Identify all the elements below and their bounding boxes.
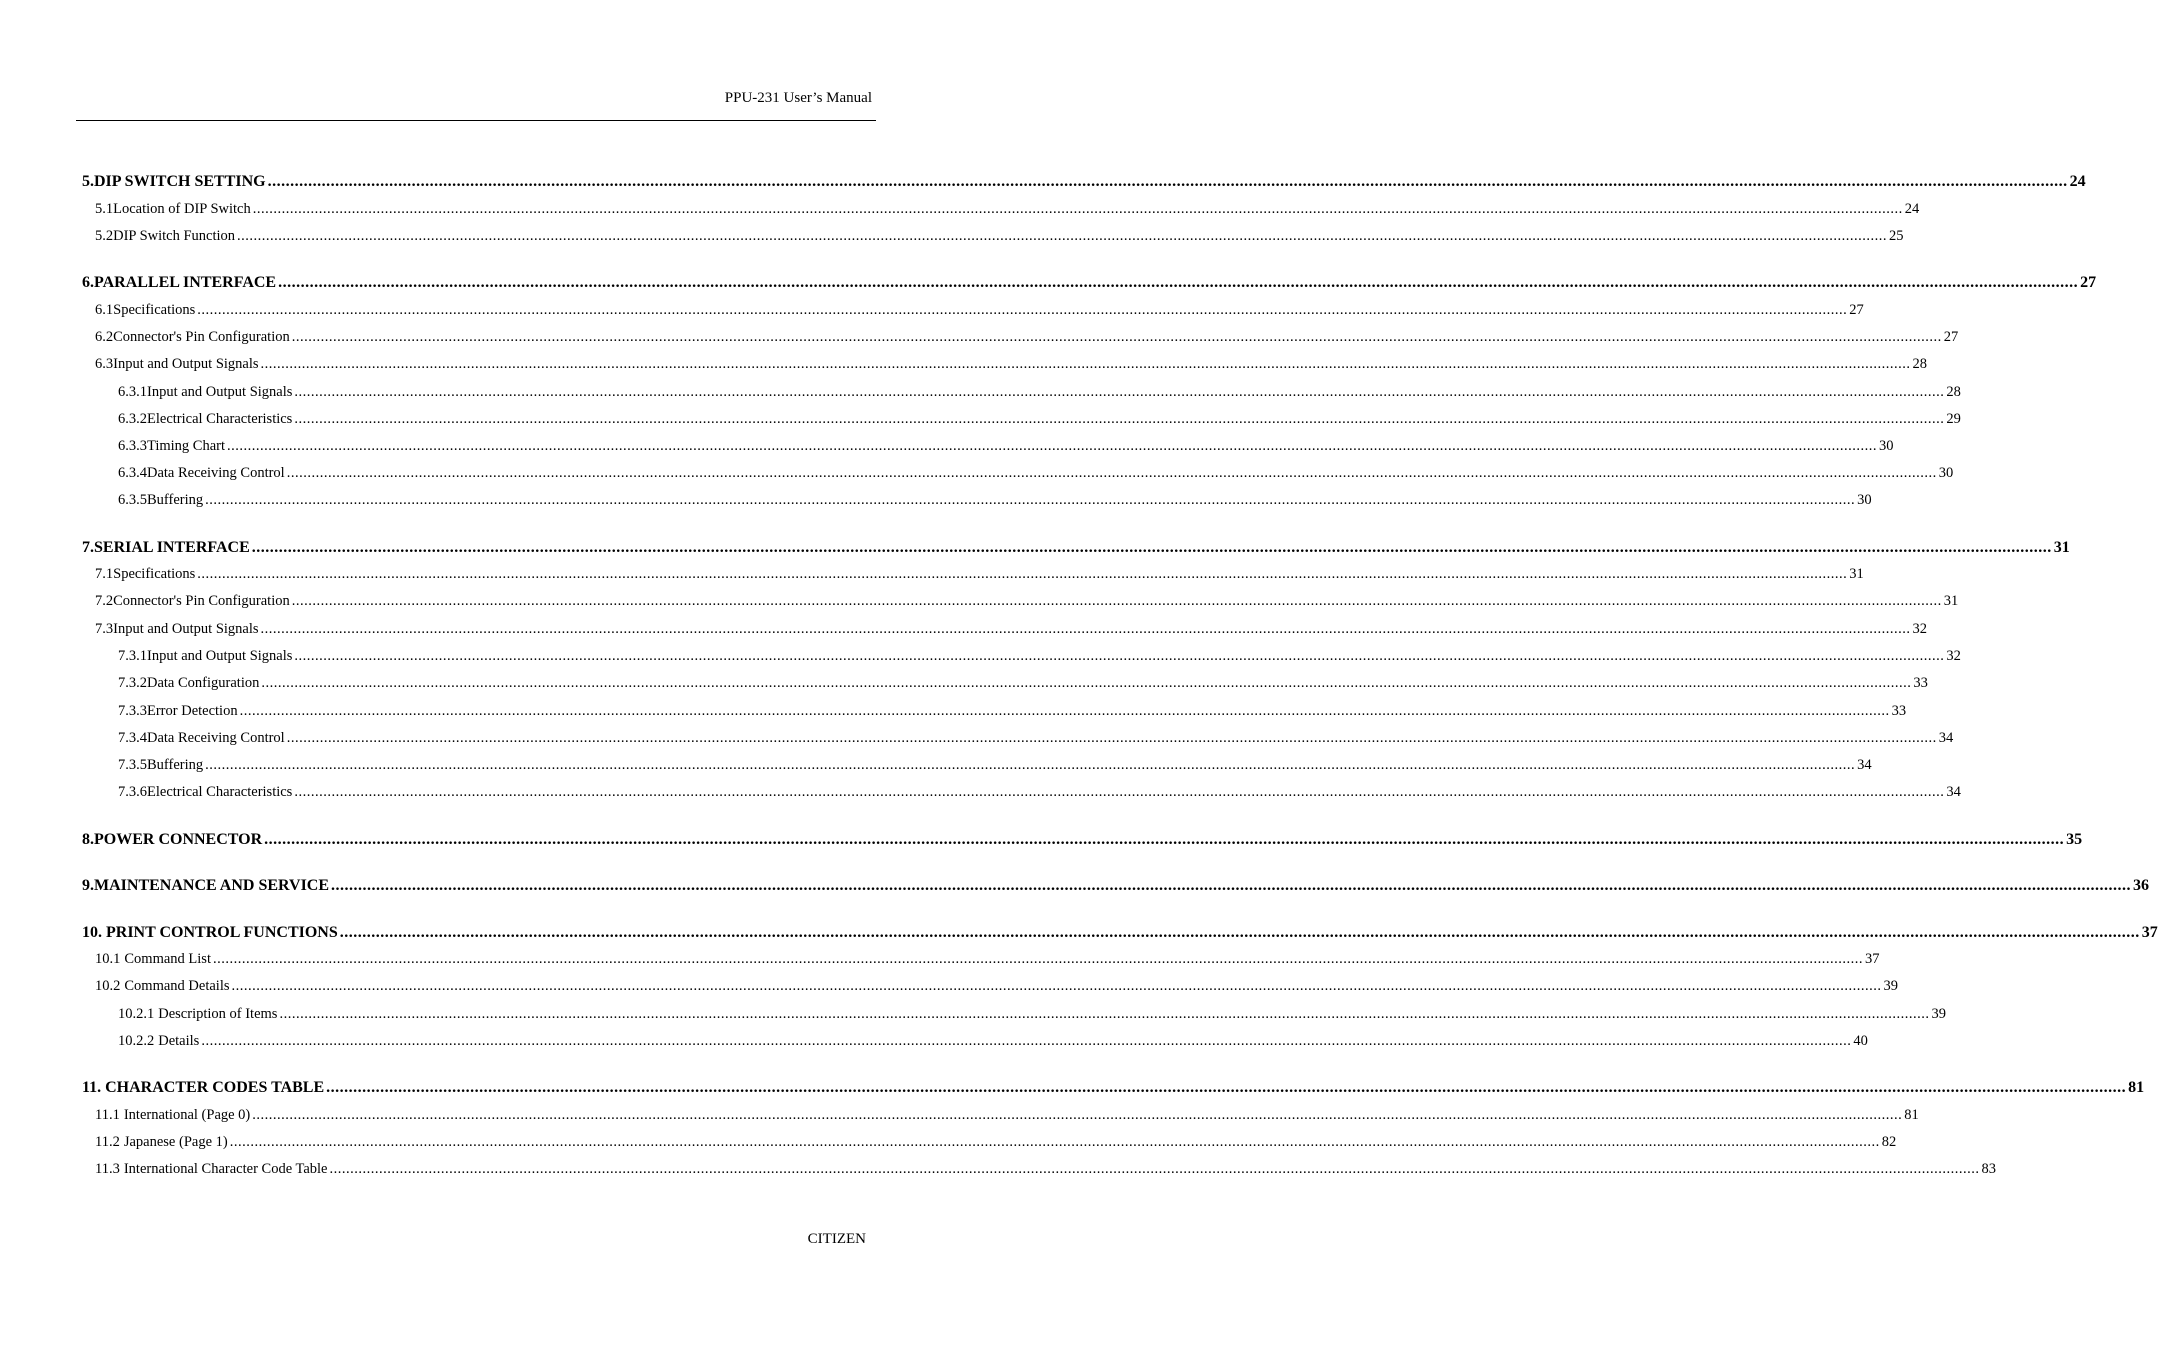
toc-entry [118,1033,1868,1050]
toc-entry [82,1079,2145,1097]
toc-entry-title: Buffering [147,492,204,508]
toc-entry-number: 6.3.2 [118,411,147,427]
toc-dot-leader: ................................................................................................................................................................................................................................................................................................................................................................................................................ [294,784,1945,800]
toc-dot-leader: ................................................................................................................................................................................................................................................................................................................................................................................................................ [229,1134,1880,1150]
toc-entry [82,924,2158,942]
toc-entry-page: 37 [1864,951,1880,967]
toc-dot-leader: ................................................................................................................................................................................................................................................................................................................................................................................................................ [286,465,1937,481]
toc-dot-leader: ................................................................................................................................................................................................................................................................................................................................................................................................................ [251,539,2052,556]
toc-entry-title: CHARACTER CODES TABLE [105,1079,325,1096]
toc-entry-number: 11.3 [95,1161,120,1177]
toc-entry-page: 34 [1938,730,1954,746]
toc-entry-page: 39 [1931,1006,1946,1022]
toc-dot-leader: ................................................................................................................................................................................................................................................................................................................................................................................................................ [201,1033,1852,1049]
toc-dot-leader: ................................................................................................................................................................................................................................................................................................................................................................................................................ [260,356,1911,372]
toc-entry-title: Input and Output Signals [113,621,259,637]
toc-entry-number: 9. [82,877,94,894]
toc-entry [118,730,1954,747]
toc-entry-number: 5. [82,173,94,190]
toc-entry [82,274,2097,292]
toc-entry-number: 7.3 [95,621,114,637]
toc-entry-title: Input and Output Signals [147,384,293,400]
toc-entry-page: 82 [1881,1134,1897,1150]
toc-entry-number: 11.2 [95,1134,120,1150]
toc-dot-leader: ................................................................................................................................................................................................................................................................................................................................................................................................................ [231,978,1882,994]
toc-entry-number: 6. [82,274,94,291]
toc-entry-number: 10.2.1 [118,1006,155,1022]
toc-entry [118,411,1961,428]
toc-entry-number: 10. [82,924,102,941]
toc-entry-page: 33 [1891,703,1907,719]
toc-entry-title: Command Details [124,978,230,994]
toc-entry [95,978,1898,995]
toc-entry-number: 6.1 [95,302,114,318]
toc-entry-page: 81 [1904,1107,1919,1123]
toc-dot-leader: ................................................................................................................................................................................................................................................................................................................................................................................................................ [326,1079,2127,1096]
toc-entry [95,1161,1996,1178]
toc-dot-leader: ................................................................................................................................................................................................................................................................................................................................................................................................................ [197,302,1848,318]
toc-entry-number: 6.3.3 [118,438,147,454]
toc-dot-leader: ................................................................................................................................................................................................................................................................................................................................................................................................................ [252,201,1903,217]
toc-entry-number: 11.1 [95,1107,120,1123]
toc-entry-title: Japanese (Page 1) [123,1134,228,1150]
toc-entry-title: DIP Switch Function [113,228,236,244]
toc-entry-page: 36 [2133,877,2150,894]
toc-entry-page: 30 [1857,492,1872,508]
toc-dot-leader: ................................................................................................................................................................................................................................................................................................................................................................................................................ [339,924,2140,941]
toc-entry-page: 40 [1853,1033,1868,1049]
toc-dot-leader: ................................................................................................................................................................................................................................................................................................................................................................................................................ [264,831,2065,848]
toc-entry-page: 31 [2053,539,2070,556]
toc-entry-number: 7. [82,539,94,556]
toc-entry [82,539,2070,557]
toc-entry-number: 7.3.6 [118,784,147,800]
toc-dot-leader: ................................................................................................................................................................................................................................................................................................................................................................................................................ [205,492,1856,508]
toc-entry [95,621,1928,638]
toc-entry-page: 35 [2066,831,2083,848]
toc-entry-title: PRINT CONTROL FUNCTIONS [106,924,338,941]
toc-entry-page: 27 [2080,274,2097,291]
toc-entry [95,329,1959,346]
toc-entry-number: 7.2 [95,593,114,609]
toc-entry-number: 6.3.5 [118,492,147,508]
toc-entry-number: 11. [82,1079,102,1096]
toc-entry-page: 34 [1946,784,1961,800]
toc-entry-page: 30 [1879,438,1894,454]
toc-dot-leader: ................................................................................................................................................................................................................................................................................................................................................................................................................ [212,951,1863,967]
toc-dot-leader: ................................................................................................................................................................................................................................................................................................................................................................................................................ [294,648,1945,664]
toc-entry [118,784,1961,801]
toc-dot-leader: ................................................................................................................................................................................................................................................................................................................................................................................................................ [329,1161,1980,1177]
toc-entry-title: International (Page 0) [123,1107,251,1123]
toc-entry-number: 7.3.2 [118,675,147,691]
toc-entry-title: Connector's Pin Configuration [113,329,290,345]
toc-entry [118,384,1961,401]
toc-entry-title: Timing Chart [147,438,226,454]
toc-entry-number: 5.2 [95,228,114,244]
toc-entry [95,951,1880,968]
toc-entry [95,566,1864,583]
header-rule [76,120,876,121]
toc-entry-number: 6.2 [95,329,114,345]
toc-dot-leader: ................................................................................................................................................................................................................................................................................................................................................................................................................ [294,411,1945,427]
toc-dot-leader: ................................................................................................................................................................................................................................................................................................................................................................................................................ [239,703,1890,719]
toc-entry-page: 30 [1938,465,1954,481]
toc-entry-title: Input and Output Signals [147,648,293,664]
toc-dot-leader: ................................................................................................................................................................................................................................................................................................................................................................................................................ [205,757,1856,773]
toc-entry [118,648,1961,665]
toc-entry-page: 24 [1904,201,1920,217]
toc-entry [118,492,1872,509]
toc-entry [118,703,1907,720]
toc-entry-page: 37 [2141,924,2158,941]
toc-entry-page: 27 [1849,302,1864,318]
toc-entry-page: 28 [1946,384,1961,400]
toc-entry [95,1134,1897,1151]
toc-entry-title: Electrical Characteristics [147,784,293,800]
toc-entry-page: 32 [1946,648,1961,664]
toc-entry-title: Data Receiving Control [147,730,285,746]
toc-entry [118,675,1928,692]
toc-entry-title: Input and Output Signals [113,356,259,372]
toc-entry [95,356,1928,373]
toc-entry-title: Data Configuration [147,675,260,691]
toc-entry-title: Connector's Pin Configuration [113,593,290,609]
toc-dot-leader: ................................................................................................................................................................................................................................................................................................................................................................................................................ [331,877,2132,894]
toc-entry-title: POWER CONNECTOR [94,831,263,848]
toc-entry-title: Data Receiving Control [147,465,285,481]
toc-entry [95,201,1920,218]
toc-entry-page: 28 [1912,356,1928,372]
toc-entry-number: 7.1 [95,566,114,582]
toc-entry-title: Details [158,1033,200,1049]
toc-entry [95,1107,1919,1124]
toc-entry [95,593,1959,610]
toc-dot-leader: ................................................................................................................................................................................................................................................................................................................................................................................................................ [227,438,1878,454]
toc-entry-page: 31 [1943,593,1959,609]
toc-entry-title: Specifications [113,302,196,318]
toc-dot-leader: ................................................................................................................................................................................................................................................................................................................................................................................................................ [294,384,1945,400]
toc-dot-leader: ................................................................................................................................................................................................................................................................................................................................................................................................................ [261,675,1912,691]
toc-entry-title: PARALLEL INTERFACE [94,274,277,291]
toc-entry-number: 7.3.5 [118,757,147,773]
toc-entry-page: 25 [1889,228,1904,244]
toc-entry-title: Error Detection [147,703,238,719]
toc-entry-number: 10.2.2 [118,1033,155,1049]
toc-entry-number: 5.1 [95,201,114,217]
toc-entry-title: Specifications [113,566,196,582]
toc-entry-page: 34 [1857,757,1872,773]
toc-entry-number: 7.3.1 [118,648,147,664]
toc-entry-title: Electrical Characteristics [147,411,293,427]
toc-dot-leader: ................................................................................................................................................................................................................................................................................................................................................................................................................ [197,566,1848,582]
toc-dot-leader: ................................................................................................................................................................................................................................................................................................................................................................................................................ [279,1006,1930,1022]
page-header-title: PPU-231 User’s Manual [724,90,872,106]
toc-dot-leader: ................................................................................................................................................................................................................................................................................................................................................................................................................ [291,593,1942,609]
toc-entry-number: 8. [82,831,94,848]
toc-entry [82,173,2086,191]
toc-entry-title: Description of Items [158,1006,278,1022]
toc-entry-number: 6.3.1 [118,384,147,400]
toc-entry-title: MAINTENANCE AND SERVICE [94,877,330,894]
toc-dot-leader: ................................................................................................................................................................................................................................................................................................................................................................................................................ [291,329,1942,345]
toc-entry [95,228,1904,245]
toc-entry-page: 81 [2128,1079,2145,1096]
toc-entry [118,438,1894,455]
toc-dot-leader: ................................................................................................................................................................................................................................................................................................................................................................................................................ [252,1107,1903,1123]
toc-entry [118,465,1954,482]
toc-entry-page: 24 [2069,173,2086,190]
toc-entry [95,302,1864,319]
toc-entry-number: 6.3.4 [118,465,147,481]
toc-entry-title: Command List [124,951,211,967]
toc-entry-page: 29 [1946,411,1961,427]
toc-entry-title: Buffering [147,757,204,773]
toc-entry-number: 10.2 [95,978,121,994]
toc-entry-page: 33 [1913,675,1928,691]
toc-entry-title: International Character Code Table [123,1161,328,1177]
toc-entry-number: 7.3.4 [118,730,147,746]
toc-dot-leader: ................................................................................................................................................................................................................................................................................................................................................................................................................ [260,621,1911,637]
toc-entry-page: 32 [1912,621,1928,637]
toc-entry-page: 27 [1943,329,1959,345]
toc-entry-page: 39 [1883,978,1898,994]
toc-entry-title: DIP SWITCH SETTING [94,173,266,190]
toc-entry-number: 10.1 [95,951,121,967]
toc-dot-leader: ................................................................................................................................................................................................................................................................................................................................................................................................................ [237,228,1888,244]
toc-entry-page: 31 [1849,566,1864,582]
toc-entry [82,877,2150,895]
toc-entry-title: SERIAL INTERFACE [94,539,250,556]
toc-entry [118,757,1872,774]
toc-dot-leader: ................................................................................................................................................................................................................................................................................................................................................................................................................ [278,274,2079,291]
toc-entry-number: 6.3 [95,356,114,372]
toc-entry [118,1006,1946,1023]
toc-entry-page: 83 [1981,1161,1996,1177]
toc-entry-number: 7.3.3 [118,703,147,719]
footer-brand: CITIZEN [807,1231,866,1247]
toc-entry-title: Location of DIP Switch [113,201,251,217]
toc-dot-leader: ................................................................................................................................................................................................................................................................................................................................................................................................................ [286,730,1937,746]
toc-dot-leader: ................................................................................................................................................................................................................................................................................................................................................................................................................ [267,173,2068,190]
toc-entry [82,831,2083,849]
